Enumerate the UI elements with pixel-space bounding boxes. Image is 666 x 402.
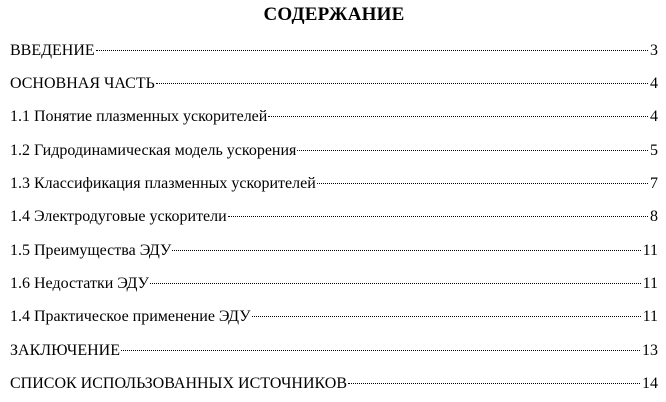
toc-entry-page: 11	[642, 275, 658, 292]
toc-entry-references[interactable]	[10, 373, 658, 395]
toc-entry-page: 7	[650, 175, 658, 192]
toc-entry-1-3[interactable]	[10, 173, 658, 195]
toc-entry-page: 4	[650, 75, 658, 92]
toc-entry-1-1[interactable]	[10, 106, 658, 128]
toc-entry-label: 1.1 Понятие плазменных ускорителей	[10, 108, 268, 125]
toc-entry-page: 5	[650, 142, 658, 159]
toc-entry-label: 1.6 Недостатки ЭДУ	[10, 275, 149, 292]
toc-entry-label: 1.2 Гидродинамическая модель ускорения	[10, 142, 297, 159]
dot-leader	[268, 116, 648, 117]
toc-title: СОДЕРЖАНИЕ	[263, 4, 405, 25]
toc-entry-1-4-application[interactable]	[10, 306, 658, 328]
dot-leader	[172, 250, 640, 251]
dot-leader	[121, 350, 640, 351]
dot-leader	[252, 316, 641, 317]
toc-entry-page: 11	[642, 242, 658, 259]
toc-entry-label: ВВЕДЕНИЕ	[10, 42, 95, 59]
dot-leader	[150, 283, 641, 284]
toc-entry-page: 13	[642, 342, 658, 359]
toc-entry-page: 11	[642, 308, 658, 325]
toc-entry-1-4[interactable]	[10, 206, 658, 228]
toc-entry-main-part[interactable]	[10, 73, 658, 95]
toc-entry-label: ОСНОВНАЯ ЧАСТЬ	[10, 75, 155, 92]
toc-entry-label: СПИСОК ИСПОЛЬЗОВАННЫХ ИСТОЧНИКОВ	[10, 375, 348, 392]
toc-entry-page: 3	[650, 42, 658, 59]
dot-leader	[96, 50, 648, 51]
dot-leader	[297, 150, 648, 151]
toc-entry-label: 1.4 Электродуговые ускорители	[10, 208, 227, 225]
toc-entry-label: 1.3 Классификация плазменных ускорителей	[10, 175, 316, 192]
toc-entry-1-5[interactable]	[10, 240, 658, 262]
dot-leader	[348, 383, 640, 384]
dot-leader	[228, 216, 648, 217]
toc-entry-introduction[interactable]	[10, 40, 658, 62]
toc-entry-label: 1.4 Практическое применение ЭДУ	[10, 308, 251, 325]
toc-entry-page: 8	[650, 208, 658, 225]
toc-entry-page: 4	[650, 108, 658, 125]
toc-entry-page: 14	[642, 375, 658, 392]
toc-entry-conclusion[interactable]	[10, 340, 658, 362]
toc-entry-1-2[interactable]	[10, 140, 658, 162]
toc-entry-label: 1.5 Преимущества ЭДУ	[10, 242, 172, 259]
dot-leader	[156, 83, 648, 84]
dot-leader	[317, 183, 648, 184]
toc-entry-label: ЗАКЛЮЧЕНИЕ	[10, 342, 120, 359]
toc-entry-1-6[interactable]	[10, 273, 658, 295]
